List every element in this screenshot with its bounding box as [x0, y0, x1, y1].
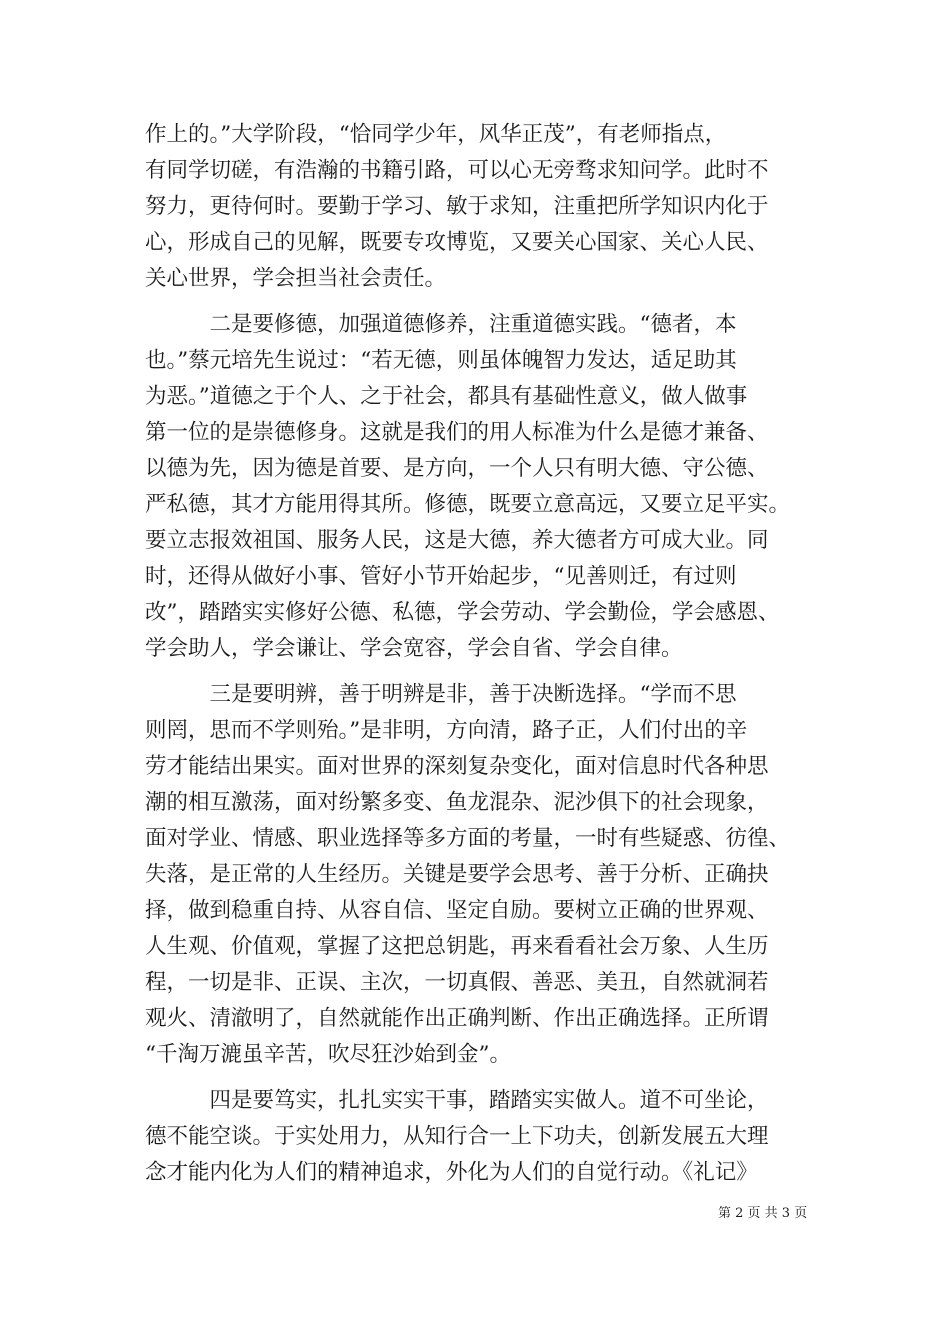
text-line: 以德为先，因为德是首要、是方向，一个人只有明大德、守公德、 — [145, 456, 769, 481]
text-line: 面对学业、情感、职业选择等多方面的考量，一时有些疑惑、彷徨、 — [145, 826, 791, 851]
text-line: 为恶。”道德之于个人、之于社会，都具有基础性意义，做人做事 — [145, 384, 748, 409]
text-line: 则罔，思而不学则殆。”是非明，方向清，路子正，人们付出的辛 — [145, 718, 748, 743]
text-line: 二是要修德，加强道德修养，注重道德实践。“德者，本 — [145, 312, 737, 337]
text-line: 人生观、价值观，掌握了这把总钥匙，再来看看社会万象、人生历 — [145, 934, 769, 959]
text-line: 要立志报效祖国、服务人民，这是大德，养大德者方可成大业。同 — [145, 528, 769, 553]
text-line: 三是要明辨，善于明辨是非，善于决断选择。“学而不思 — [145, 682, 737, 707]
text-line: 学会助人，学会谦让、学会宽容，学会自省、学会自律。 — [145, 636, 683, 661]
text-line: 时，还得从做好小事、管好小节开始起步，“见善则迁，有过则 — [145, 564, 737, 589]
text-line: 观火、清澈明了，自然就能作出正确判断、作出正确选择。正所谓 — [145, 1006, 769, 1031]
text-line: 努力，更待何时。要勤于学习、敏于求知，注重把所学知识内化于 — [145, 194, 769, 219]
text-line: 四是要笃实，扎扎实实干事，踏踏实实做人。道不可坐论， — [145, 1088, 769, 1113]
text-line: “千淘万漉虽辛苦，吹尽狂沙始到金”。 — [145, 1042, 511, 1067]
text-line: 心，形成自己的见解，既要专攻博览，又要关心国家、关心人民、 — [145, 230, 769, 255]
text-line: 也。”蔡元培先生说过：“若无德，则虽体魄智力发达，适足助其 — [145, 348, 737, 373]
text-line: 劳才能结出果实。面对世界的深刻复杂变化，面对信息时代各种思 — [145, 754, 769, 779]
text-line: 失落，是正常的人生经历。关键是要学会思考、善于分析、正确抉 — [145, 862, 769, 887]
text-line: 改”，踏踏实实修好公德、私德，学会劳动、学会勤俭，学会感恩、 — [145, 600, 780, 625]
text-line: 关心世界，学会担当社会责任。 — [145, 266, 447, 291]
text-line: 作上的。”大学阶段，“恰同学少年，风华正茂”，有老师指点， — [145, 122, 727, 147]
text-line: 念才能内化为人们的精神追求，外化为人们的自觉行动。《礼记》 — [145, 1160, 758, 1185]
text-line: 第一位的是崇德修身。这就是我们的用人标准为什么是德才兼备、 — [145, 420, 769, 445]
page-number: 第 2 页 共 3 页 — [718, 1206, 808, 1221]
text-line: 有同学切磋，有浩瀚的书籍引路，可以心无旁骛求知问学。此时不 — [145, 158, 769, 183]
text-line: 择，做到稳重自持、从容自信、坚定自励。要树立正确的世界观、 — [145, 898, 769, 923]
text-line: 严私德，其才方能用得其所。修德，既要立意高远，又要立足平实。 — [145, 492, 791, 517]
text-line: 潮的相互激荡，面对纷繁多变、鱼龙混杂、泥沙俱下的社会现象， — [145, 790, 769, 815]
text-line: 程，一切是非、正误、主次，一切真假、善恶、美丑，自然就洞若 — [145, 970, 769, 995]
text-line: 德不能空谈。于实处用力，从知行合一上下功夫，创新发展五大理 — [145, 1124, 769, 1149]
